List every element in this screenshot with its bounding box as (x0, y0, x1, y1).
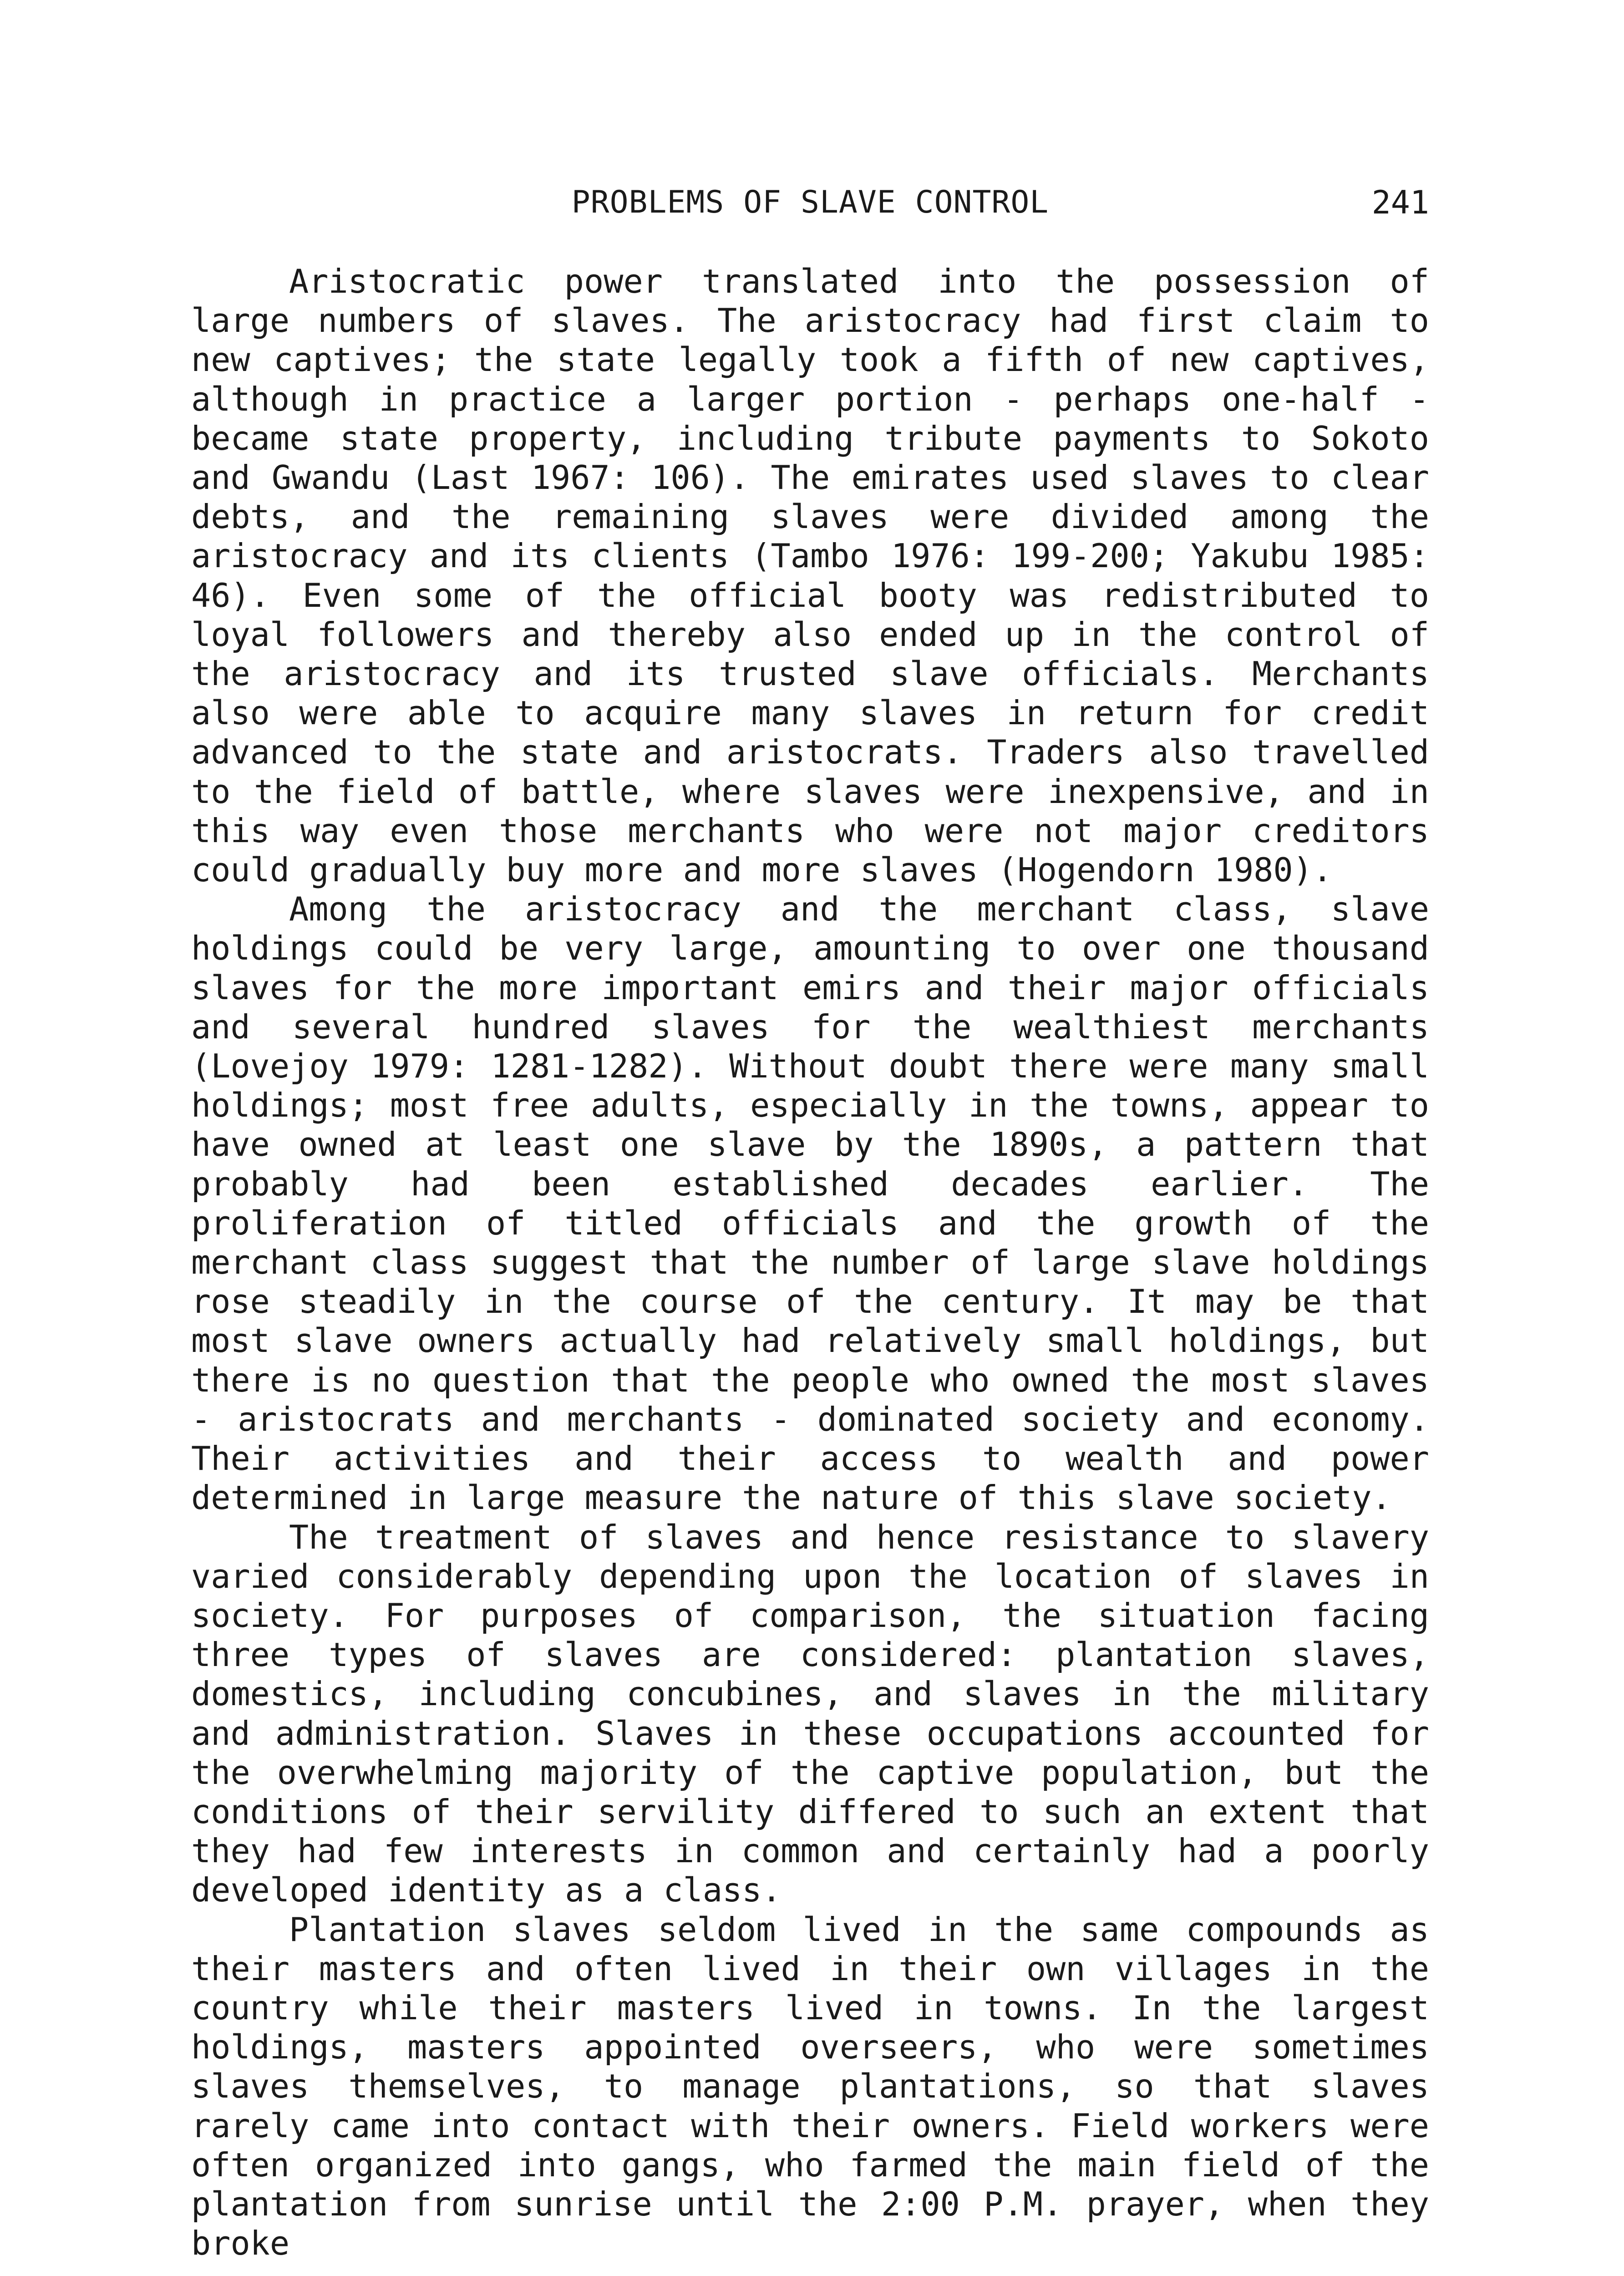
running-title: PROBLEMS OF SLAVE CONTROL (571, 184, 1049, 220)
paragraph-aristocratic-power: Aristocratic power translated into the possession of large numbers of slaves. The aristocracy had first claim to new captives; the state legally took a fifth of new captives, although in practice a larger portion - perhaps one-half - became state property, including tribute payments to Sokoto and Gwandu (Last 1967: 106). The emirates used slaves to clear debts, and the remaining slaves were divided among the aristocracy and its clients (Tambo 1976: 199-200; Yakubu 1985: 46). Even some of the official booty was redistributed to loyal followers and thereby also ended up in the control of the aristocracy and its trusted slave officials. Merchants also were able to acquire many slaves in return for credit advanced to the state and aristocrats. Traders also travelled to the field of battle, where slaves were inexpensive, and in this way even those merchants who were not major creditors could gradually buy more and more slaves (Hogendorn 1980). (191, 262, 1429, 889)
paragraph-treatment-of-slaves: The treatment of slaves and hence resistance to slavery varied considerably depending upon the location of slaves in society. For purposes of comparison, the situation facing three types of slaves are considered: plantation slaves, domestics, including concubines, and slaves in the military and administration. Slaves in these occupations accounted for the overwhelming majority of the captive population, but the conditions of their servility differed to such an extent that they had few interests in common and certainly had a poorly developed identity as a class. (191, 1518, 1429, 1910)
paragraph-plantation-slaves: Plantation slaves seldom lived in the same compounds as their masters and often lived in their own villages in the country while their masters lived in towns. In the largest holdings, masters appointed overseers, who were sometimes slaves themselves, to manage plantations, so that slaves rarely came into contact with their owners. Field workers were often organized into gangs, who farmed the main field of the plantation from sunrise until the 2:00 P.M. prayer, when they broke (191, 1910, 1429, 2263)
body-text (191, 262, 1429, 2263)
running-head (191, 182, 1429, 232)
page-number: 241 (1371, 184, 1429, 221)
paragraph-slave-holdings: Among the aristocracy and the merchant class, slave holdings could be very large, amounting to over one thousand slaves for the more important emirs and their major officials and several hundred slaves for the wealthiest merchants (Lovejoy 1979: 1281-1282). Without doubt there were many small holdings; most free adults, especially in the towns, appear to have owned at least one slave by the 1890s, a pattern that probably had been established decades earlier. The proliferation of titled officials and the growth of the merchant class suggest that the number of large slave holdings rose steadily in the course of the century. It may be that most slave owners actually had relatively small holdings, but there is no question that the people who owned the most slaves - aristocrats and merchants - dominated society and economy. Their activities and their access to wealth and power determined in large measure the nature of this slave society. (191, 890, 1429, 1517)
